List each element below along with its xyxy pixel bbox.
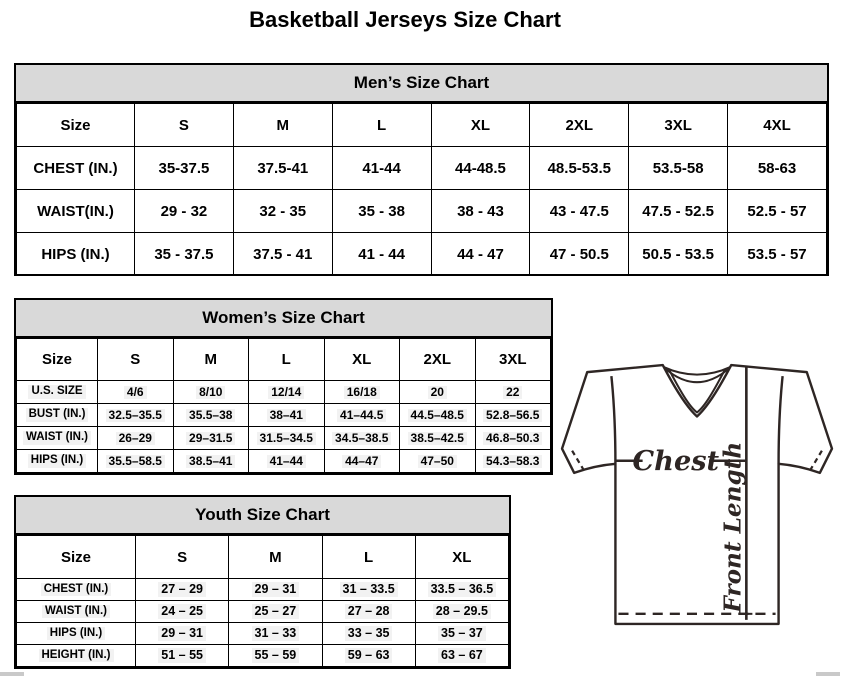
cell: 35-37.5: [135, 147, 234, 190]
row-label: U.S. SIZE: [17, 381, 98, 404]
cell: 47 - 50.5: [530, 233, 629, 276]
mens-waist-row: [17, 190, 827, 233]
horizontal-scrollbar-left-fragment[interactable]: [0, 672, 24, 676]
cell: 53.5-58: [629, 147, 728, 190]
row-label: HEIGHT (IN.): [17, 645, 136, 667]
mens-hips-row: [17, 233, 827, 276]
womens-hips-row: [17, 450, 551, 473]
mens-chart-title: Men’s Size Chart: [16, 65, 827, 103]
jersey-measurement-diagram: [556, 360, 838, 632]
youth-height-row: [17, 645, 509, 667]
youth-col-m: M: [229, 536, 322, 579]
cell: 38 - 43: [431, 190, 530, 233]
cell: 29 - 32: [135, 190, 234, 233]
cell: 29 – 31: [229, 579, 322, 601]
front-length-label: Front Length: [719, 441, 747, 613]
row-label: WAIST(IN.): [17, 190, 135, 233]
womens-size-chart-table: [14, 298, 553, 475]
cell: 51 – 55: [136, 645, 229, 667]
cell: 4/6: [98, 381, 174, 404]
cell: 59 – 63: [322, 645, 415, 667]
cell: 29 – 31: [136, 623, 229, 645]
cell: 32.5–35.5: [98, 404, 174, 427]
chest-label: Chest: [632, 444, 720, 477]
cell: 41 - 44: [332, 233, 431, 276]
youth-size-chart-table: [14, 495, 511, 669]
cell: 27 – 28: [322, 601, 415, 623]
cell: 44 - 47: [431, 233, 530, 276]
youth-hips-row: [17, 623, 509, 645]
womens-us-size-row: [17, 381, 551, 404]
womens-bust-row: [17, 404, 551, 427]
mens-column-header-row: [17, 104, 827, 147]
horizontal-scrollbar-right-fragment[interactable]: [816, 672, 840, 676]
cell: 29–31.5: [173, 427, 249, 450]
mens-col-3xl: 3XL: [629, 104, 728, 147]
womens-col-2xl: 2XL: [400, 339, 476, 381]
cell: 63 – 67: [415, 645, 508, 667]
cell: 25 – 27: [229, 601, 322, 623]
cell: 27 – 29: [136, 579, 229, 601]
cell: 24 – 25: [136, 601, 229, 623]
youth-column-header-row: [17, 536, 509, 579]
cell: 32 - 35: [233, 190, 332, 233]
cell: 37.5 - 41: [233, 233, 332, 276]
cell: 47–50: [400, 450, 476, 473]
cell: 35 - 37.5: [135, 233, 234, 276]
page-title: Basketball Jerseys Size Chart: [249, 7, 561, 32]
row-label: HIPS (IN.): [17, 233, 135, 276]
cell: 44–47: [324, 450, 400, 473]
womens-col-size: Size: [17, 339, 98, 381]
cell: 50.5 - 53.5: [629, 233, 728, 276]
mens-col-l: L: [332, 104, 431, 147]
cell: 33 – 35: [322, 623, 415, 645]
cell: 52.8–56.5: [475, 404, 551, 427]
cell: 44-48.5: [431, 147, 530, 190]
cell: 22: [475, 381, 551, 404]
cell: 52.5 - 57: [728, 190, 827, 233]
mens-col-s: S: [135, 104, 234, 147]
womens-waist-row: [17, 427, 551, 450]
row-label: HIPS (IN.): [17, 623, 136, 645]
row-label: BUST (IN.): [17, 404, 98, 427]
mens-size-chart-table: [14, 63, 829, 276]
cell: 34.5–38.5: [324, 427, 400, 450]
row-label: WAIST (IN.): [17, 601, 136, 623]
cell: 43 - 47.5: [530, 190, 629, 233]
mens-col-size: Size: [17, 104, 135, 147]
row-label: CHEST (IN.): [17, 147, 135, 190]
mens-chest-row: [17, 147, 827, 190]
row-label: CHEST (IN.): [17, 579, 136, 601]
cell: 54.3–58.3: [475, 450, 551, 473]
cell: 31 – 33: [229, 623, 322, 645]
cell: 31 – 33.5: [322, 579, 415, 601]
cell: 47.5 - 52.5: [629, 190, 728, 233]
mens-col-xl: XL: [431, 104, 530, 147]
womens-column-header-row: [17, 339, 551, 381]
cell: 35 – 37: [415, 623, 508, 645]
cell: 41–44: [249, 450, 325, 473]
cell: 26–29: [98, 427, 174, 450]
youth-chest-row: [17, 579, 509, 601]
cell: 35.5–38: [173, 404, 249, 427]
womens-col-3xl: 3XL: [475, 339, 551, 381]
cell: 46.8–50.3: [475, 427, 551, 450]
mens-col-4xl: 4XL: [728, 104, 827, 147]
womens-col-xl: XL: [324, 339, 400, 381]
cell: 35 - 38: [332, 190, 431, 233]
youth-col-l: L: [322, 536, 415, 579]
cell: 38–41: [249, 404, 325, 427]
cell: 41–44.5: [324, 404, 400, 427]
youth-waist-row: [17, 601, 509, 623]
womens-col-l: L: [249, 339, 325, 381]
cell: 33.5 – 36.5: [415, 579, 508, 601]
cell: 12/14: [249, 381, 325, 404]
jersey-outline-path: [562, 365, 832, 624]
womens-col-s: S: [98, 339, 174, 381]
cell: 44.5–48.5: [400, 404, 476, 427]
cell: 20: [400, 381, 476, 404]
mens-col-2xl: 2XL: [530, 104, 629, 147]
youth-col-size: Size: [17, 536, 136, 579]
womens-chart-title: Women’s Size Chart: [16, 300, 551, 338]
youth-chart-title: Youth Size Chart: [16, 497, 509, 535]
youth-col-xl: XL: [415, 536, 508, 579]
cell: 48.5-53.5: [530, 147, 629, 190]
womens-col-m: M: [173, 339, 249, 381]
cell: 28 – 29.5: [415, 601, 508, 623]
cell: 58-63: [728, 147, 827, 190]
cell: 16/18: [324, 381, 400, 404]
cell: 38.5–42.5: [400, 427, 476, 450]
collar-arc-outer: [664, 367, 730, 375]
cell: 41-44: [332, 147, 431, 190]
row-label: HIPS (IN.): [17, 450, 98, 473]
cell: 55 – 59: [229, 645, 322, 667]
row-label: WAIST (IN.): [17, 427, 98, 450]
youth-col-s: S: [136, 536, 229, 579]
cell: 38.5–41: [173, 450, 249, 473]
cell: 53.5 - 57: [728, 233, 827, 276]
cell: 37.5-41: [233, 147, 332, 190]
cell: 8/10: [173, 381, 249, 404]
mens-col-m: M: [233, 104, 332, 147]
cell: 31.5–34.5: [249, 427, 325, 450]
cell: 35.5–58.5: [98, 450, 174, 473]
